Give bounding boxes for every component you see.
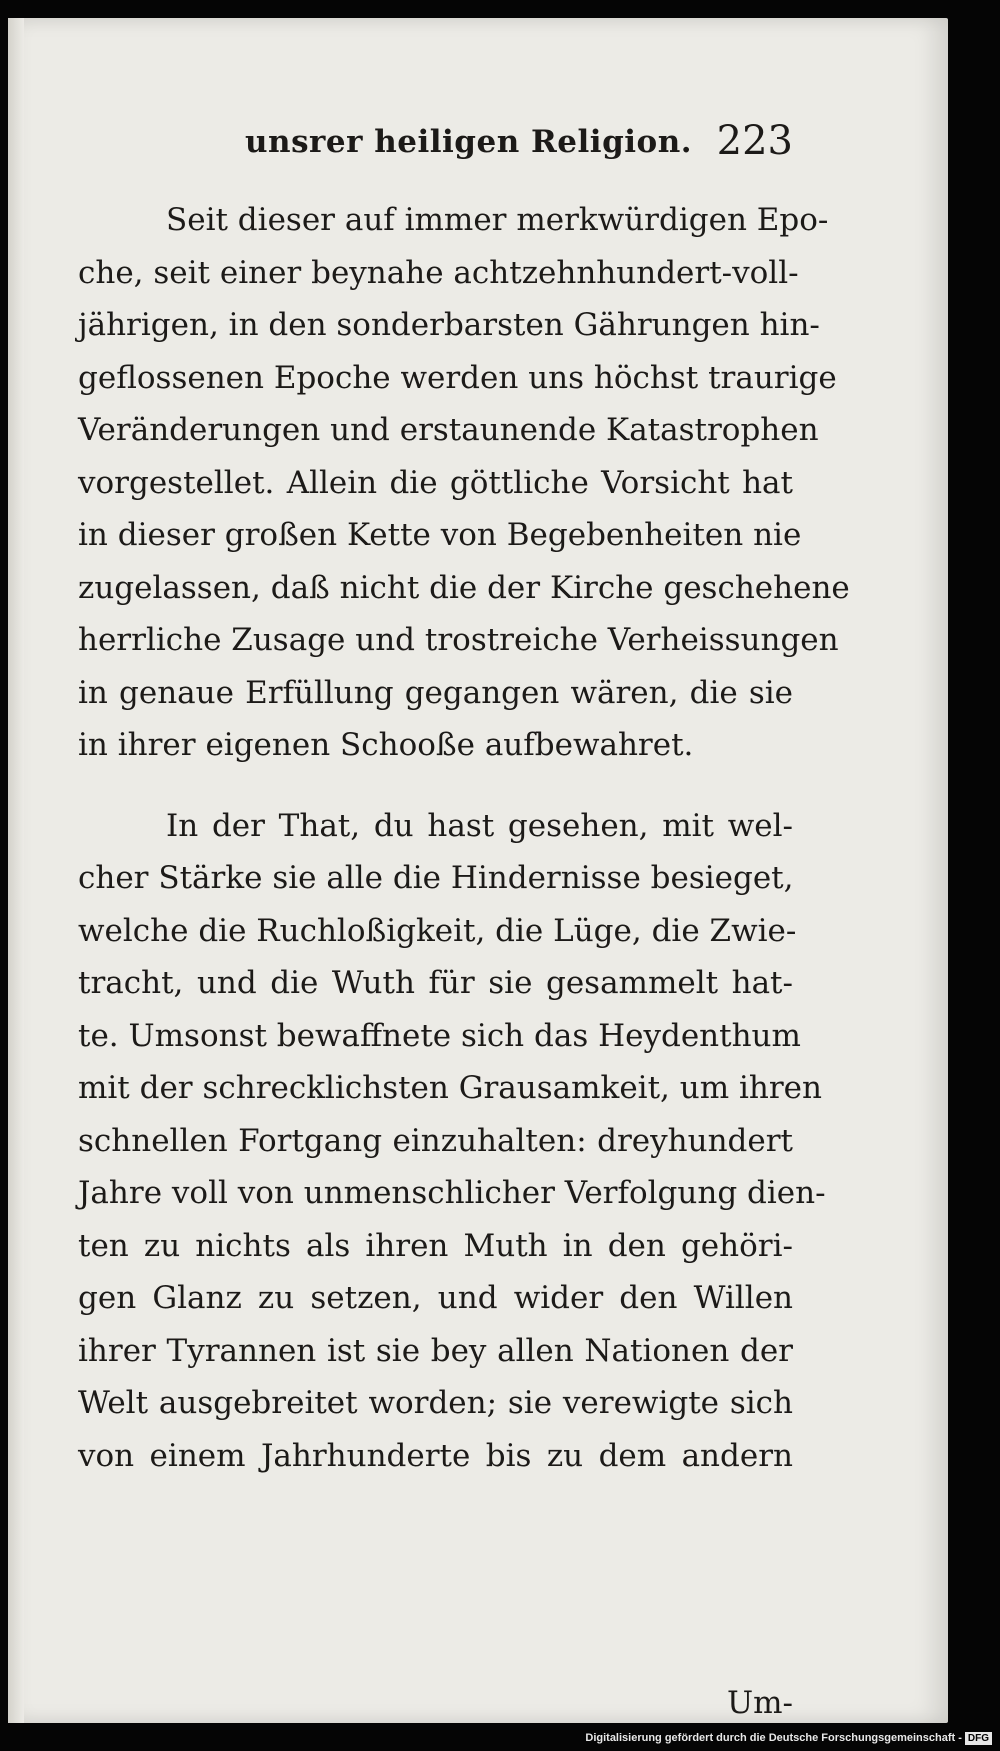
text-line: Jahre voll von unmenschlicher Verfolgung dien-	[78, 1175, 826, 1211]
paragraph	[78, 800, 826, 1483]
dfg-logo: DFG	[965, 1732, 992, 1745]
text-line: In der That, du hast gesehen, mit wel-	[166, 807, 793, 844]
credit-text: Digitalisierung gefördert durch die Deutsche Forschungsgemeinschaft -	[585, 1732, 962, 1744]
text-line: in ihrer eigenen Schooße aufbewahret.	[78, 727, 694, 763]
running-head: unsrer heiligen Religion.	[245, 124, 693, 160]
digitization-credit	[585, 1729, 992, 1747]
text-line: che, seit einer beynahe achtzehnhundert-voll-	[78, 254, 799, 291]
text-line: mit der schrecklichsten Grausamkeit, um ihren	[78, 1070, 822, 1106]
catchword: Um-	[727, 1685, 793, 1721]
text-line: ten zu nichts als ihren Muth in den gehöri-	[78, 1227, 793, 1264]
text-line: te. Umsonst bewaffnete sich das Heydenthum	[78, 1017, 801, 1054]
book-page	[8, 18, 948, 1723]
text-line: ihrer Tyrannen ist sie bey allen Nationen der	[78, 1332, 793, 1369]
paragraph	[78, 194, 850, 772]
page-gutter	[8, 18, 24, 1723]
text-line: tracht, und die Wuth für sie gesammelt hat-	[78, 965, 793, 1001]
text-line: in genaue Erfüllung gegangen wären, die sie	[78, 674, 793, 711]
paragraphs	[78, 194, 850, 1482]
text-line: herrliche Zusage und trostreiche Verheissungen	[78, 622, 839, 658]
text-line: schnellen Fortgang einzuhalten: dreyhundert	[78, 1122, 793, 1159]
text-line: vorgestellet. Allein die göttliche Vorsicht hat	[78, 464, 793, 501]
text-line: jährigen, in den sonderbarsten Gährungen hin-	[78, 307, 820, 343]
text-line: cher Stärke sie alle die Hindernisse besieget,	[78, 860, 794, 896]
text-line: zugelassen, daß nicht die der Kirche geschehene	[78, 569, 850, 606]
body-text	[78, 194, 850, 1721]
text-line: gen Glanz zu setzen, und wider den Willen	[78, 1280, 793, 1316]
page-header	[245, 110, 793, 170]
paragraph-gap	[78, 772, 793, 800]
text-line: in dieser großen Kette von Begebenheiten nie	[78, 517, 802, 553]
page-number: 223	[716, 118, 793, 164]
text-line: geflossenen Epoche werden uns höchst traurige	[78, 359, 837, 396]
text-line: Welt ausgebreitet worden; sie verewigte sich	[78, 1385, 793, 1421]
text-line: Veränderungen und erstaunende Katastrophen	[78, 412, 819, 448]
text-line: Seit dieser auf immer merkwürdigen Epo-	[166, 202, 829, 238]
text-line: von einem Jahrhunderte bis zu dem andern	[78, 1437, 793, 1474]
text-line: welche die Ruchloßigkeit, die Lüge, die Zwie-	[78, 912, 797, 949]
